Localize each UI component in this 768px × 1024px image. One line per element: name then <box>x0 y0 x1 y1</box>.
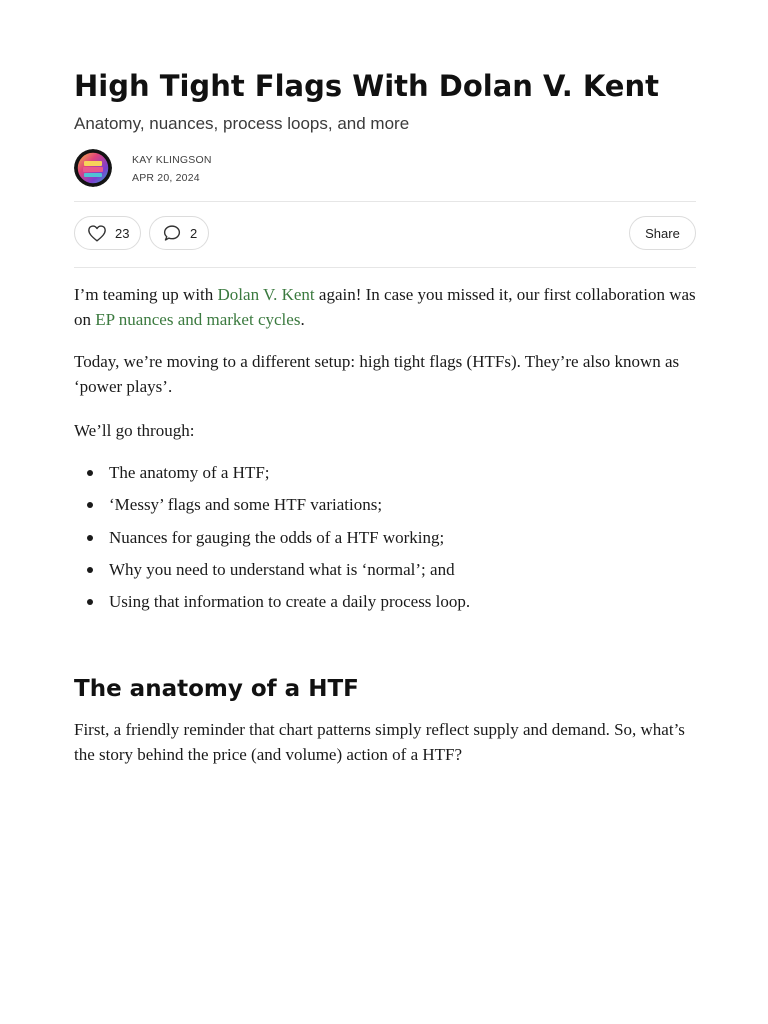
bullet-icon <box>87 567 93 573</box>
intro-paragraph-3: We’ll go through: <box>74 421 195 440</box>
divider-bottom <box>74 267 696 268</box>
intro-paragraph-2: Today, we’re moving to a different setup: high tight flags (HTFs). They’re also known as ‘power plays’. <box>74 352 680 396</box>
comment-count: 2 <box>190 225 198 241</box>
comment-button[interactable] <box>149 216 209 250</box>
post-date: APR 20, 2024 <box>132 172 200 184</box>
bullet-icon <box>87 470 93 476</box>
list-item-text: Nuances for gauging the odds of a HTF working; <box>109 527 445 547</box>
list-item-text: ‘Messy’ flags and some HTF variations; <box>109 495 383 515</box>
list-item-text: Using that information to create a daily process loop. <box>109 592 471 612</box>
share-button[interactable] <box>629 216 696 250</box>
bullet-icon <box>87 599 93 605</box>
post-subtitle: Anatomy, nuances, process loops, and more <box>74 114 410 133</box>
intro-text: I’m teaming up with <box>74 285 218 304</box>
byline <box>132 151 212 187</box>
post-title: High Tight Flags With Dolan V. Kent <box>74 69 659 103</box>
like-button[interactable] <box>74 216 141 250</box>
intro-text: . <box>300 310 305 329</box>
section-paragraph-1: First, a friendly reminder that chart patterns simply reflect supply and demand. So, what’s the story behind the price (and volume) action of a HTF? <box>74 720 685 764</box>
topics-list <box>74 460 696 621</box>
dolan-kent-link[interactable]: Dolan V. Kent <box>217 285 315 304</box>
divider-top <box>74 201 696 202</box>
author-name[interactable]: KAY KLINGSON <box>132 154 212 166</box>
bullet-icon <box>87 502 93 508</box>
list-item-text: The anatomy of a HTF; <box>109 463 270 482</box>
intro-paragraph-1 <box>74 282 696 332</box>
list-item <box>74 589 696 621</box>
list-item <box>74 492 696 524</box>
heart-icon <box>87 224 107 242</box>
author-avatar[interactable] <box>74 149 112 187</box>
section-heading: The anatomy of a HTF <box>74 676 359 702</box>
bullet-icon <box>87 535 93 541</box>
intro-text: again! In case you missed it, our first collaboration was on <box>74 285 696 329</box>
comment-bubble-icon <box>162 224 182 242</box>
list-item-text: Why you need to understand what is ‘normal’; and <box>109 559 455 579</box>
list-item <box>74 557 696 589</box>
share-label: Share <box>645 225 680 241</box>
like-count: 23 <box>115 225 130 241</box>
list-item <box>74 460 696 492</box>
list-item <box>74 525 696 557</box>
ep-nuances-link[interactable]: EP nuances and market cycles <box>95 310 301 329</box>
